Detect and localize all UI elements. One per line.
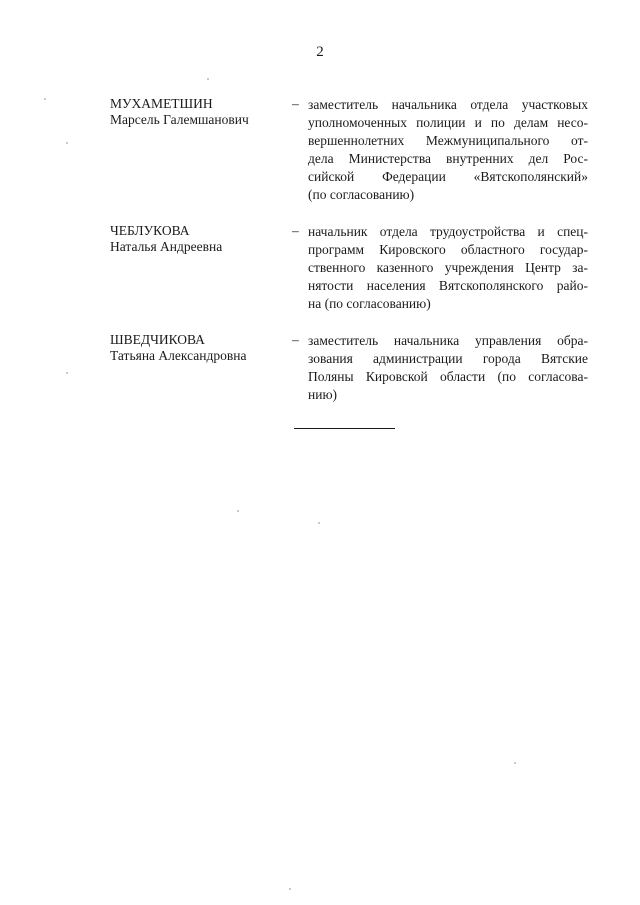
scan-speck bbox=[318, 522, 320, 524]
member-name bbox=[110, 223, 290, 313]
member-entry bbox=[110, 332, 590, 404]
member-role bbox=[308, 223, 588, 313]
member-entry bbox=[110, 223, 590, 313]
member-surname: ШВЕДЧИКОВА bbox=[110, 332, 205, 347]
role-line: начальник отдела трудоустройства и спец- bbox=[308, 224, 588, 239]
role-line: дела Министерства внутренних дел Рос- bbox=[308, 151, 588, 166]
role-line: нию) bbox=[308, 387, 338, 402]
entry-dash: – bbox=[292, 332, 299, 347]
role-line: заместитель начальника отдела участковых bbox=[308, 97, 588, 112]
member-role bbox=[308, 332, 588, 404]
role-line: уполномоченных полиции и по делам несо- bbox=[308, 115, 588, 130]
role-line: (по согласованию) bbox=[308, 187, 415, 202]
member-entry bbox=[110, 96, 590, 204]
role-line: заместитель начальника управления обра- bbox=[308, 333, 588, 348]
entry-dash: – bbox=[292, 96, 299, 111]
role-line: ственного казенного учреждения Центр за- bbox=[308, 260, 588, 275]
entry-dash: – bbox=[292, 223, 299, 238]
role-line: нятости населения Вятскополянского райо- bbox=[308, 278, 588, 293]
scan-speck bbox=[237, 510, 239, 512]
role-line: вершеннолетних Межмуниципального от- bbox=[308, 133, 588, 148]
closing-rule bbox=[294, 428, 395, 429]
scan-speck bbox=[207, 78, 209, 80]
role-line: зования администрации города Вятские bbox=[308, 351, 588, 366]
member-name bbox=[110, 96, 290, 204]
scan-speck bbox=[44, 98, 46, 100]
role-line: сийской Федерации «Вятскополянский» bbox=[308, 169, 588, 184]
member-surname: ЧЕБЛУКОВА bbox=[110, 223, 190, 238]
scan-speck bbox=[66, 372, 68, 374]
member-role bbox=[308, 96, 588, 204]
page-number: 2 bbox=[316, 44, 324, 60]
member-given-name: Татьяна Александровна bbox=[110, 348, 247, 363]
member-given-name: Наталья Андреевна bbox=[110, 239, 223, 254]
scan-speck bbox=[289, 888, 291, 890]
scan-speck bbox=[514, 762, 516, 764]
member-list bbox=[110, 96, 590, 423]
role-line: на (по согласованию) bbox=[308, 296, 431, 311]
member-name bbox=[110, 332, 290, 404]
scan-speck bbox=[66, 142, 68, 144]
member-surname: МУХАМЕТШИН bbox=[110, 96, 213, 111]
role-line: программ Кировского областного государ- bbox=[308, 242, 588, 257]
role-line: Поляны Кировской области (по согласова- bbox=[308, 369, 588, 384]
member-given-name: Марсель Галемшанович bbox=[110, 112, 249, 127]
